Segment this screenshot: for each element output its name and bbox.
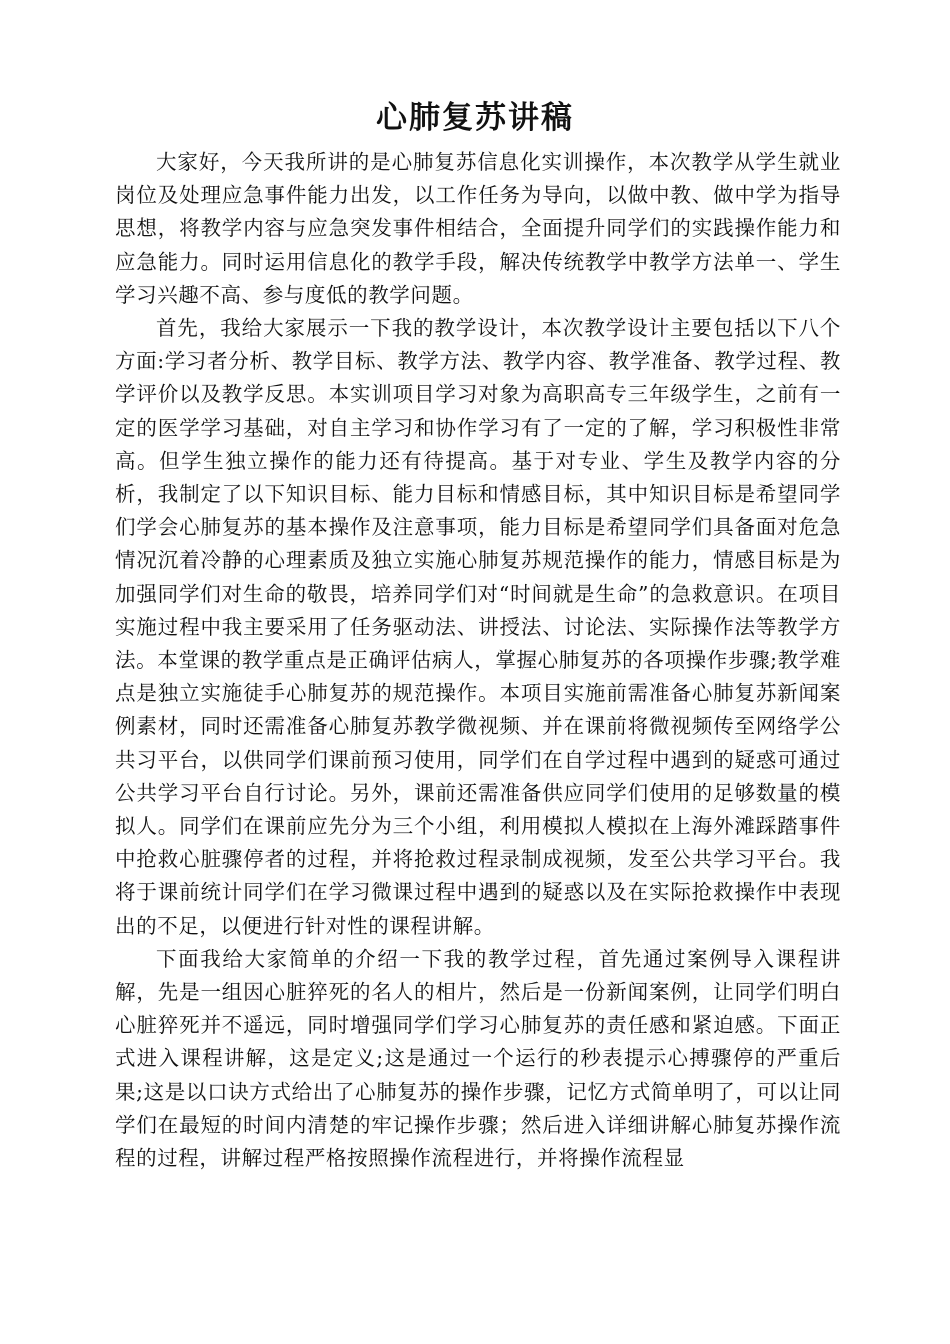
document-title: 心肺复苏讲稿	[376, 100, 574, 136]
document-body	[115, 146, 841, 1175]
paragraph-intro: 大家好，今天我所讲的是心肺复苏信息化实训操作，本次教学从学生就业岗位及处理应急事件能力出发，以工作任务为导向，以做中教、做中学为指导思想，将教学内容与应急突发事件相结合，全面提升同学们的实践操作能力和应急能力。同时运用信息化的教学手段，解决传统教学中教学方法单一、学生学习兴趣不高、参与度低的教学问题。	[115, 150, 841, 307]
paragraph-teaching-process: 下面我给大家简单的介绍一下我的教学过程，首先通过案例导入课程讲解，先是一组因心脏猝死的名人的相片，然后是一份新闻案例，让同学们明白心脏猝死并不遥远，同时增强同学们学习心肺复苏的责任感和紧迫感。下面正式进入课程讲解，这是定义;这是通过一个运行的秒表提示心搏骤停的严重后果;这是以口诀方式给出了心肺复苏的操作步骤，记忆方式简单明了，可以让同学们在最短的时间内清楚的牢记操作步骤；然后进入详细讲解心肺复苏操作流程的过程，讲解过程严格按照操作流程进行，并将操作流程显	[115, 946, 841, 1171]
paragraph-teaching-design: 首先，我给大家展示一下我的教学设计，本次教学设计主要包括以下八个方面:学习者分析、教学目标、教学方法、教学内容、教学准备、教学过程、教学评价以及教学反思。本实训项目学习对象为高职高专三年级学生，之前有一定的医学学习基础，对自主学习和协作学习有了一定的了解，学习积极性非常高。但学生独立操作的能力还有待提高。基于对专业、学生及教学内容的分析，我制定了以下知识目标、能力目标和情感目标，其中知识目标是希望同学们学会心肺复苏的基本操作及注意事项，能力目标是希望同学们具备面对危急情况沉着冷静的心理素质及独立实施心肺复苏规范操作的能力，情感目标是为加强同学们对生命的敬畏，培养同学们对“时间就是生命”的急救意识。在项目实施过程中我主要采用了任务驱动法、讲授法、讨论法、实际操作法等教学方法。本堂课的教学重点是正确评估病人，掌握心肺复苏的各项操作步骤;教学难点是独立实施徒手心肺复苏的规范操作。本项目实施前需准备心肺复苏新闻案例素材，同时还需准备心肺复苏教学微视频、并在课前将微视频传至网络学公共习平台，以供同学们课前预习使用，同学们在自学过程中遇到的疑惑可通过公共学习平台自行讨论。另外，课前还需准备供应同学们使用的足够数量的模拟人。同学们在课前应先分为三个小组，利用模拟人模拟在上海外滩踩踏事件中抢救心脏骤停者的过程，并将抢救过程录制成视频，发至公共学习平台。我将于课前统计同学们在学习微课过程中遇到的疑惑以及在实际抢救操作中表现出的不足，以便进行针对性的课程讲解。	[115, 316, 841, 938]
